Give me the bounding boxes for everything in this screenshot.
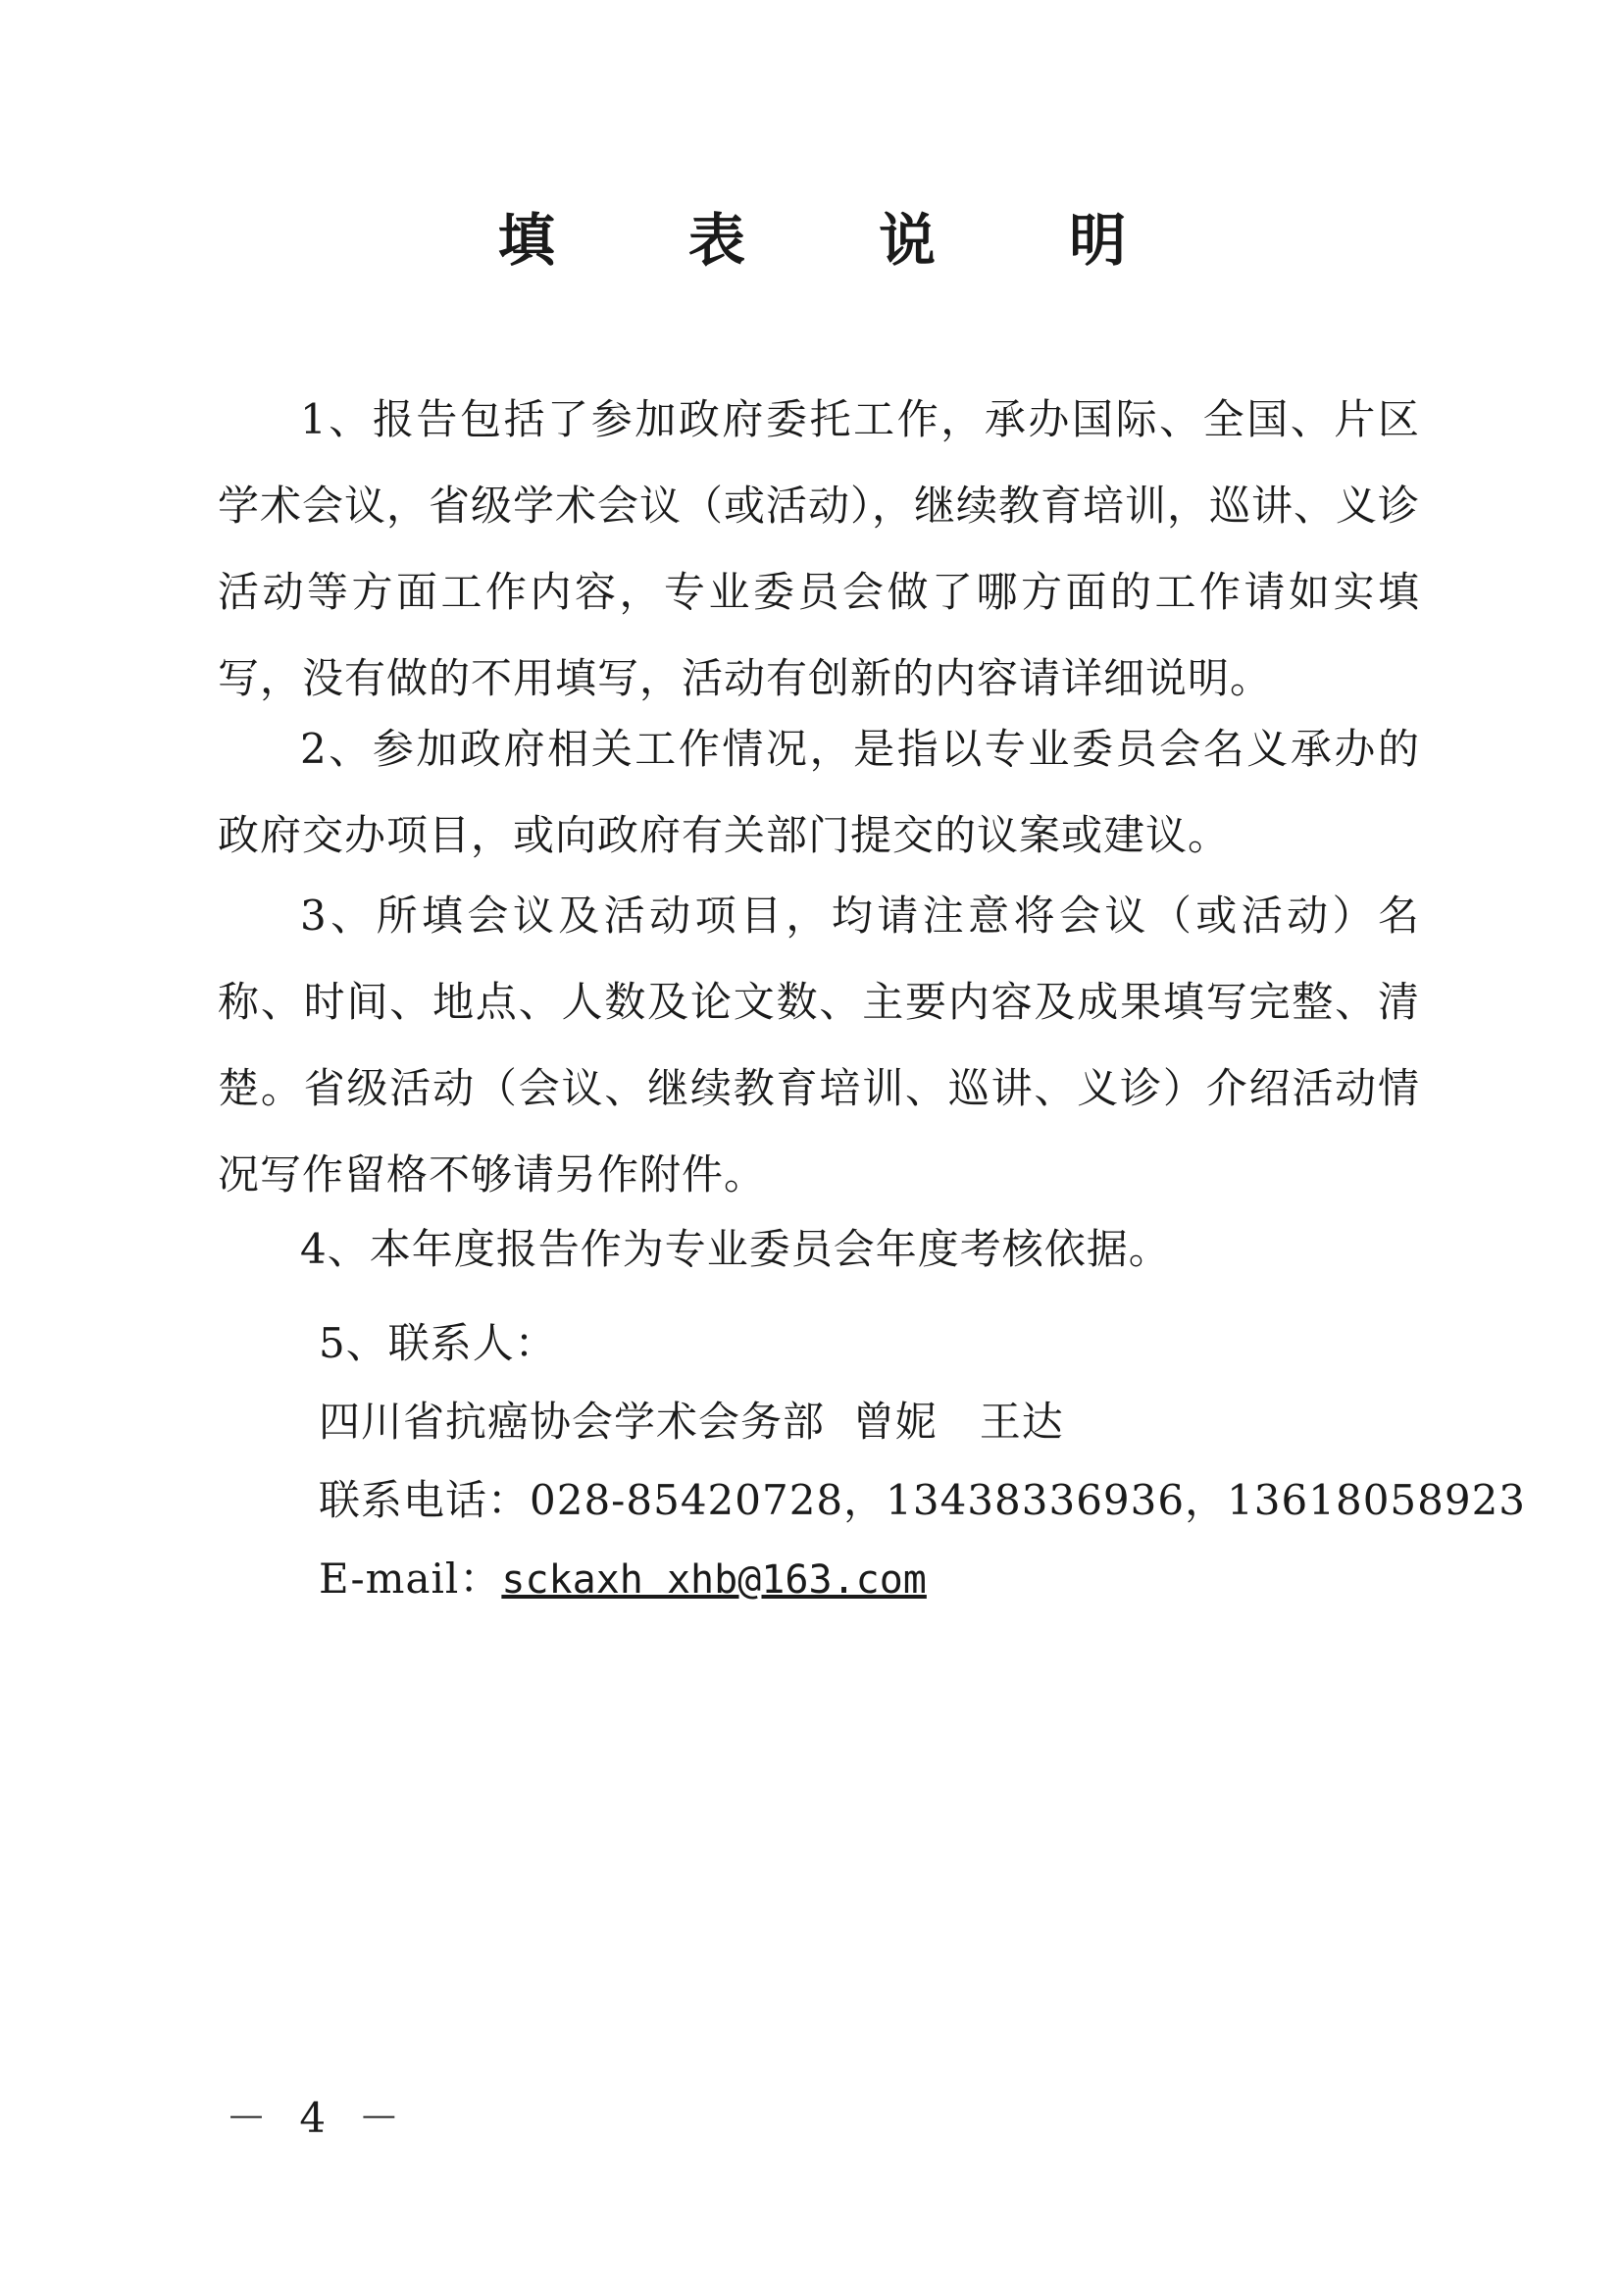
instruction-item-2: 2、参加政府相关工作情况，是指以专业委员会名义承办的政府交办项目，或向政府有关部门提交的议案或建议。 xyxy=(218,725,1420,859)
contact-phone-row xyxy=(319,1471,1526,1530)
contact-heading: 5、联系人： xyxy=(319,1319,557,1367)
phone-label: 联系电话： xyxy=(319,1476,531,1524)
contact-names: 四川省抗癌协会学术会务部 曾妮 王达 xyxy=(319,1398,1064,1446)
page-number: － 4 － xyxy=(226,2094,410,2142)
email-label: E-mail： xyxy=(319,1555,502,1603)
instruction-item-4: 4、本年度报告作为专业委员会年度考核依据。 xyxy=(300,1225,1171,1273)
phone-numbers: 028-85420728，13438336936，13618058923 xyxy=(530,1476,1527,1524)
email-link[interactable]: sckaxh xhb@163.com xyxy=(501,1557,927,1603)
page-title: 填 表 说 明 xyxy=(497,207,1184,274)
instruction-item-3: 3、所填会议及活动项目，均请注意将会议（或活动）名称、时间、地点、人数及论文数、主要内容及成果填写完整、清楚。省级活动（会议、继续教育培训、巡讲、义诊）介绍活动情况写作留格不够请另作附件。 xyxy=(218,892,1420,1198)
contact-email-row xyxy=(319,1550,927,1609)
instruction-item-1: 1、报告包括了参加政府委托工作，承办国际、全国、片区学术会议，省级学术会议（或活动），继续教育培训，巡讲、义诊活动等方面工作内容，专业委员会做了哪方面的工作请如实填写，没有做的不用填写，活动有创新的内容请详细说明。 xyxy=(218,395,1421,702)
